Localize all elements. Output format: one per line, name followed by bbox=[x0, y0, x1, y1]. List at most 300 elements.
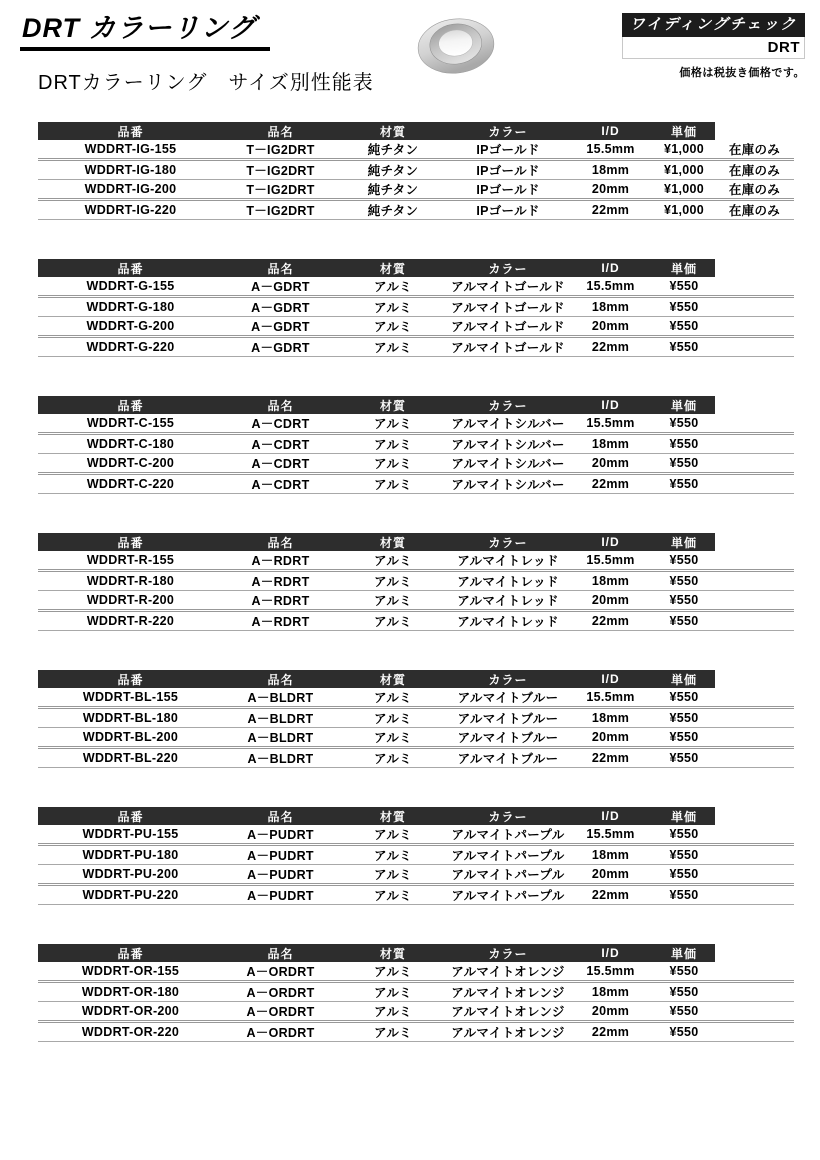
cell-note bbox=[715, 845, 794, 865]
cell-note bbox=[715, 825, 794, 845]
table-body bbox=[38, 277, 794, 357]
column-header: 品名 bbox=[223, 807, 338, 825]
badge-title: ワイディングチェック bbox=[622, 13, 805, 37]
cell-name: A－PUDRT bbox=[223, 865, 338, 885]
cell-part: WDDRT-G-220 bbox=[38, 337, 223, 357]
cell-color: アルマイトオレンジ bbox=[448, 962, 568, 982]
cell-color: アルマイトオレンジ bbox=[448, 1002, 568, 1022]
cell-part: WDDRT-PU-220 bbox=[38, 885, 223, 905]
cell-name: A－CDRT bbox=[223, 474, 338, 494]
cell-price: ¥550 bbox=[653, 297, 715, 317]
cell-material: アルミ bbox=[338, 728, 448, 748]
table-row bbox=[38, 611, 794, 631]
cell-part: WDDRT-OR-180 bbox=[38, 982, 223, 1002]
column-header: 単価 bbox=[653, 807, 715, 825]
column-header: カラー bbox=[448, 396, 568, 414]
column-header: 材質 bbox=[338, 122, 448, 140]
cell-part: WDDRT-G-180 bbox=[38, 297, 223, 317]
cell-note bbox=[715, 297, 794, 317]
cell-part: WDDRT-OR-220 bbox=[38, 1022, 223, 1042]
cell-price: ¥550 bbox=[653, 845, 715, 865]
cell-name: A－PUDRT bbox=[223, 825, 338, 845]
cell-color: アルマイトゴールド bbox=[448, 337, 568, 357]
cell-name: A－BLDRT bbox=[223, 688, 338, 708]
column-header: 単価 bbox=[653, 670, 715, 688]
cell-price: ¥550 bbox=[653, 474, 715, 494]
cell-id: 18mm bbox=[568, 434, 653, 454]
cell-color: アルマイトゴールド bbox=[448, 277, 568, 297]
table-row bbox=[38, 297, 794, 317]
cell-price: ¥1,000 bbox=[653, 180, 715, 200]
table-header-row bbox=[38, 944, 794, 962]
cell-price: ¥550 bbox=[653, 591, 715, 611]
column-header: カラー bbox=[448, 670, 568, 688]
cell-part: WDDRT-G-200 bbox=[38, 317, 223, 337]
size-spec-table bbox=[38, 807, 794, 905]
cell-part: WDDRT-R-180 bbox=[38, 571, 223, 591]
table-row bbox=[38, 688, 794, 708]
cell-material: アルミ bbox=[338, 1022, 448, 1042]
column-header: 品名 bbox=[223, 533, 338, 551]
column-header: 単価 bbox=[653, 122, 715, 140]
cell-part: WDDRT-R-155 bbox=[38, 551, 223, 571]
cell-part: WDDRT-R-200 bbox=[38, 591, 223, 611]
cell-material: アルミ bbox=[338, 337, 448, 357]
cell-name: A－CDRT bbox=[223, 454, 338, 474]
cell-material: アルミ bbox=[338, 1002, 448, 1022]
column-header-note bbox=[715, 944, 794, 962]
cell-note bbox=[715, 885, 794, 905]
table-row bbox=[38, 708, 794, 728]
cell-id: 15.5mm bbox=[568, 688, 653, 708]
cell-part: WDDRT-IG-155 bbox=[38, 140, 223, 160]
cell-name: A－ORDRT bbox=[223, 1002, 338, 1022]
column-header: カラー bbox=[448, 259, 568, 277]
cell-name: A－ORDRT bbox=[223, 982, 338, 1002]
column-header: 品名 bbox=[223, 396, 338, 414]
cell-note bbox=[715, 611, 794, 631]
cell-id: 15.5mm bbox=[568, 825, 653, 845]
table-body bbox=[38, 551, 794, 631]
table-header-row bbox=[38, 259, 794, 277]
table-row bbox=[38, 160, 794, 180]
cell-material: アルミ bbox=[338, 571, 448, 591]
size-spec-table bbox=[38, 122, 794, 220]
cell-color: アルマイトシルバー bbox=[448, 434, 568, 454]
cell-note bbox=[715, 748, 794, 768]
cell-note: 在庫のみ bbox=[715, 200, 794, 220]
cell-part: WDDRT-PU-155 bbox=[38, 825, 223, 845]
table-row bbox=[38, 140, 794, 160]
cell-name: A－GDRT bbox=[223, 317, 338, 337]
cell-note bbox=[715, 962, 794, 982]
table-row bbox=[38, 317, 794, 337]
cell-part: WDDRT-C-200 bbox=[38, 454, 223, 474]
cell-name: A－BLDRT bbox=[223, 728, 338, 748]
cell-name: A－GDRT bbox=[223, 337, 338, 357]
table-row bbox=[38, 1022, 794, 1042]
table-row bbox=[38, 962, 794, 982]
cell-id: 22mm bbox=[568, 748, 653, 768]
cell-name: T－IG2DRT bbox=[223, 200, 338, 220]
cell-id: 22mm bbox=[568, 337, 653, 357]
column-header: カラー bbox=[448, 807, 568, 825]
column-header-note bbox=[715, 396, 794, 414]
table-row bbox=[38, 748, 794, 768]
column-header-note bbox=[715, 807, 794, 825]
cell-material: アルミ bbox=[338, 591, 448, 611]
cell-name: A－GDRT bbox=[223, 297, 338, 317]
cell-price: ¥550 bbox=[653, 1002, 715, 1022]
cell-material: アルミ bbox=[338, 748, 448, 768]
cell-price: ¥1,000 bbox=[653, 140, 715, 160]
cell-price: ¥550 bbox=[653, 962, 715, 982]
column-header: 単価 bbox=[653, 259, 715, 277]
table-header-row bbox=[38, 670, 794, 688]
cell-part: WDDRT-PU-200 bbox=[38, 865, 223, 885]
cell-material: アルミ bbox=[338, 434, 448, 454]
cell-part: WDDRT-OR-155 bbox=[38, 962, 223, 982]
column-header: 品番 bbox=[38, 259, 223, 277]
column-header: 材質 bbox=[338, 396, 448, 414]
column-header: 材質 bbox=[338, 944, 448, 962]
cell-color: アルマイトブルー bbox=[448, 688, 568, 708]
cell-note bbox=[715, 434, 794, 454]
column-header: 品番 bbox=[38, 533, 223, 551]
cell-part: WDDRT-IG-220 bbox=[38, 200, 223, 220]
cell-name: T－IG2DRT bbox=[223, 180, 338, 200]
cell-color: アルマイトブルー bbox=[448, 708, 568, 728]
cell-name: A－PUDRT bbox=[223, 885, 338, 905]
table-row bbox=[38, 1002, 794, 1022]
column-header: 品名 bbox=[223, 259, 338, 277]
cell-material: 純チタン bbox=[338, 200, 448, 220]
cell-note: 在庫のみ bbox=[715, 160, 794, 180]
cell-color: アルマイトシルバー bbox=[448, 454, 568, 474]
table-row bbox=[38, 454, 794, 474]
cell-name: A－CDRT bbox=[223, 414, 338, 434]
column-header: 品名 bbox=[223, 122, 338, 140]
table-row bbox=[38, 337, 794, 357]
tables-container bbox=[38, 122, 794, 1081]
cell-name: A－RDRT bbox=[223, 551, 338, 571]
cell-note bbox=[715, 317, 794, 337]
cell-id: 15.5mm bbox=[568, 414, 653, 434]
cell-note bbox=[715, 728, 794, 748]
cell-price: ¥550 bbox=[653, 434, 715, 454]
cell-note bbox=[715, 277, 794, 297]
cell-price: ¥550 bbox=[653, 277, 715, 297]
cell-name: A－BLDRT bbox=[223, 748, 338, 768]
column-header-note bbox=[715, 533, 794, 551]
table-row bbox=[38, 825, 794, 845]
cell-name: A－RDRT bbox=[223, 591, 338, 611]
cell-color: アルマイトブルー bbox=[448, 728, 568, 748]
column-header: 材質 bbox=[338, 259, 448, 277]
cell-material: アルミ bbox=[338, 474, 448, 494]
column-header: 品番 bbox=[38, 944, 223, 962]
cell-color: アルマイトパープル bbox=[448, 845, 568, 865]
cell-id: 18mm bbox=[568, 982, 653, 1002]
cell-id: 22mm bbox=[568, 1022, 653, 1042]
table-body bbox=[38, 688, 794, 768]
cell-part: WDDRT-BL-200 bbox=[38, 728, 223, 748]
table-row bbox=[38, 414, 794, 434]
table-row bbox=[38, 728, 794, 748]
cell-color: アルマイトレッド bbox=[448, 591, 568, 611]
cell-note bbox=[715, 551, 794, 571]
cell-price: ¥550 bbox=[653, 885, 715, 905]
cell-material: アルミ bbox=[338, 885, 448, 905]
cell-price: ¥1,000 bbox=[653, 200, 715, 220]
cell-color: アルマイトレッド bbox=[448, 551, 568, 571]
cell-part: WDDRT-G-155 bbox=[38, 277, 223, 297]
cell-price: ¥550 bbox=[653, 748, 715, 768]
cell-id: 18mm bbox=[568, 708, 653, 728]
cell-price: ¥550 bbox=[653, 571, 715, 591]
table-header-row bbox=[38, 533, 794, 551]
cell-id: 15.5mm bbox=[568, 962, 653, 982]
cell-color: IPゴールド bbox=[448, 200, 568, 220]
column-header: 品番 bbox=[38, 807, 223, 825]
size-spec-table bbox=[38, 259, 794, 357]
cell-color: アルマイトオレンジ bbox=[448, 982, 568, 1002]
cell-color: アルマイトパープル bbox=[448, 825, 568, 845]
table-row bbox=[38, 982, 794, 1002]
color-ring-photo-icon bbox=[414, 12, 498, 85]
size-spec-table bbox=[38, 670, 794, 768]
column-header: 材質 bbox=[338, 533, 448, 551]
cell-note bbox=[715, 474, 794, 494]
size-spec-table bbox=[38, 533, 794, 631]
cell-price: ¥550 bbox=[653, 611, 715, 631]
column-header: カラー bbox=[448, 944, 568, 962]
cell-name: A－ORDRT bbox=[223, 962, 338, 982]
cell-id: 22mm bbox=[568, 474, 653, 494]
table-row bbox=[38, 434, 794, 454]
column-header-note bbox=[715, 122, 794, 140]
column-header: 材質 bbox=[338, 670, 448, 688]
size-spec-table bbox=[38, 944, 794, 1042]
cell-material: アルミ bbox=[338, 688, 448, 708]
cell-id: 20mm bbox=[568, 454, 653, 474]
cell-material: アルミ bbox=[338, 297, 448, 317]
cell-note bbox=[715, 982, 794, 1002]
cell-material: アルミ bbox=[338, 414, 448, 434]
cell-part: WDDRT-PU-180 bbox=[38, 845, 223, 865]
cell-material: アルミ bbox=[338, 611, 448, 631]
cell-color: IPゴールド bbox=[448, 160, 568, 180]
cell-material: 純チタン bbox=[338, 140, 448, 160]
cell-name: A－ORDRT bbox=[223, 1022, 338, 1042]
cell-color: IPゴールド bbox=[448, 140, 568, 160]
column-header: 単価 bbox=[653, 944, 715, 962]
cell-price: ¥550 bbox=[653, 414, 715, 434]
table-row bbox=[38, 845, 794, 865]
cell-note bbox=[715, 688, 794, 708]
column-header: I/D bbox=[568, 122, 653, 140]
cell-part: WDDRT-C-155 bbox=[38, 414, 223, 434]
cell-name: T－IG2DRT bbox=[223, 160, 338, 180]
cell-material: アルミ bbox=[338, 825, 448, 845]
column-header: I/D bbox=[568, 396, 653, 414]
cell-note bbox=[715, 1022, 794, 1042]
table-row bbox=[38, 865, 794, 885]
tax-note: 価格は税抜き価格です。 bbox=[679, 67, 805, 79]
cell-color: アルマイトレッド bbox=[448, 611, 568, 631]
cell-color: アルマイトレッド bbox=[448, 571, 568, 591]
cell-note bbox=[715, 571, 794, 591]
cell-id: 18mm bbox=[568, 160, 653, 180]
column-header: 単価 bbox=[653, 533, 715, 551]
cell-color: アルマイトシルバー bbox=[448, 414, 568, 434]
cell-material: アルミ bbox=[338, 962, 448, 982]
cell-material: アルミ bbox=[338, 551, 448, 571]
cell-id: 22mm bbox=[568, 200, 653, 220]
column-header: 品番 bbox=[38, 396, 223, 414]
cell-price: ¥550 bbox=[653, 688, 715, 708]
cell-id: 20mm bbox=[568, 1002, 653, 1022]
cell-id: 20mm bbox=[568, 591, 653, 611]
page-subtitle: DRTカラーリング サイズ別性能表 bbox=[38, 72, 374, 94]
cell-color: IPゴールド bbox=[448, 180, 568, 200]
cell-part: WDDRT-IG-180 bbox=[38, 160, 223, 180]
column-header: I/D bbox=[568, 533, 653, 551]
cell-id: 20mm bbox=[568, 865, 653, 885]
cell-id: 18mm bbox=[568, 845, 653, 865]
table-row bbox=[38, 200, 794, 220]
table-row bbox=[38, 591, 794, 611]
cell-price: ¥550 bbox=[653, 1022, 715, 1042]
column-header-note bbox=[715, 670, 794, 688]
badge-brand-label: DRT bbox=[622, 37, 805, 59]
cell-id: 18mm bbox=[568, 571, 653, 591]
cell-id: 20mm bbox=[568, 317, 653, 337]
cell-note bbox=[715, 591, 794, 611]
table-row bbox=[38, 885, 794, 905]
table-row bbox=[38, 571, 794, 591]
table-header-row bbox=[38, 122, 794, 140]
cell-price: ¥550 bbox=[653, 551, 715, 571]
table-body bbox=[38, 414, 794, 494]
cell-color: アルマイトシルバー bbox=[448, 474, 568, 494]
cell-note bbox=[715, 1002, 794, 1022]
cell-note bbox=[715, 414, 794, 434]
table-header-row bbox=[38, 396, 794, 414]
cell-material: アルミ bbox=[338, 865, 448, 885]
table-row bbox=[38, 180, 794, 200]
cell-note: 在庫のみ bbox=[715, 140, 794, 160]
cell-part: WDDRT-BL-180 bbox=[38, 708, 223, 728]
cell-id: 22mm bbox=[568, 885, 653, 905]
cell-id: 15.5mm bbox=[568, 551, 653, 571]
cell-note bbox=[715, 454, 794, 474]
cell-name: A－PUDRT bbox=[223, 845, 338, 865]
cell-price: ¥550 bbox=[653, 728, 715, 748]
cell-id: 20mm bbox=[568, 180, 653, 200]
column-header-note bbox=[715, 259, 794, 277]
column-header: 品名 bbox=[223, 670, 338, 688]
cell-price: ¥550 bbox=[653, 337, 715, 357]
cell-part: WDDRT-C-220 bbox=[38, 474, 223, 494]
table-body bbox=[38, 140, 794, 220]
cell-part: WDDRT-C-180 bbox=[38, 434, 223, 454]
cell-price: ¥550 bbox=[653, 317, 715, 337]
column-header: 品名 bbox=[223, 944, 338, 962]
table-header-row bbox=[38, 807, 794, 825]
column-header: 単価 bbox=[653, 396, 715, 414]
cell-material: 純チタン bbox=[338, 160, 448, 180]
cell-name: A－RDRT bbox=[223, 611, 338, 631]
cell-id: 15.5mm bbox=[568, 140, 653, 160]
cell-name: A－BLDRT bbox=[223, 708, 338, 728]
table-row bbox=[38, 277, 794, 297]
cell-note: 在庫のみ bbox=[715, 180, 794, 200]
cell-material: アルミ bbox=[338, 317, 448, 337]
column-header: I/D bbox=[568, 807, 653, 825]
cell-color: アルマイトブルー bbox=[448, 748, 568, 768]
cell-id: 22mm bbox=[568, 611, 653, 631]
cell-color: アルマイトゴールド bbox=[448, 317, 568, 337]
size-spec-table bbox=[38, 396, 794, 494]
column-header: カラー bbox=[448, 533, 568, 551]
cell-price: ¥1,000 bbox=[653, 160, 715, 180]
cell-name: A－GDRT bbox=[223, 277, 338, 297]
cell-color: アルマイトゴールド bbox=[448, 297, 568, 317]
brand-badge bbox=[622, 13, 805, 59]
cell-id: 20mm bbox=[568, 728, 653, 748]
cell-id: 15.5mm bbox=[568, 277, 653, 297]
column-header: 品番 bbox=[38, 122, 223, 140]
cell-name: A－CDRT bbox=[223, 434, 338, 454]
table-row bbox=[38, 551, 794, 571]
cell-color: アルマイトオレンジ bbox=[448, 1022, 568, 1042]
cell-material: アルミ bbox=[338, 454, 448, 474]
cell-part: WDDRT-R-220 bbox=[38, 611, 223, 631]
column-header: I/D bbox=[568, 944, 653, 962]
table-row bbox=[38, 474, 794, 494]
cell-material: アルミ bbox=[338, 277, 448, 297]
cell-material: アルミ bbox=[338, 845, 448, 865]
cell-material: アルミ bbox=[338, 708, 448, 728]
column-header: 品番 bbox=[38, 670, 223, 688]
page-title: DRT カラーリング bbox=[20, 12, 270, 51]
cell-price: ¥550 bbox=[653, 708, 715, 728]
column-header: I/D bbox=[568, 670, 653, 688]
cell-part: WDDRT-IG-200 bbox=[38, 180, 223, 200]
column-header: カラー bbox=[448, 122, 568, 140]
cell-note bbox=[715, 337, 794, 357]
cell-name: T－IG2DRT bbox=[223, 140, 338, 160]
cell-color: アルマイトパープル bbox=[448, 885, 568, 905]
cell-price: ¥550 bbox=[653, 454, 715, 474]
cell-material: アルミ bbox=[338, 982, 448, 1002]
column-header: 材質 bbox=[338, 807, 448, 825]
cell-material: 純チタン bbox=[338, 180, 448, 200]
cell-price: ¥550 bbox=[653, 982, 715, 1002]
cell-price: ¥550 bbox=[653, 825, 715, 845]
cell-part: WDDRT-OR-200 bbox=[38, 1002, 223, 1022]
cell-id: 18mm bbox=[568, 297, 653, 317]
cell-note bbox=[715, 708, 794, 728]
cell-note bbox=[715, 865, 794, 885]
cell-price: ¥550 bbox=[653, 865, 715, 885]
cell-color: アルマイトパープル bbox=[448, 865, 568, 885]
cell-part: WDDRT-BL-155 bbox=[38, 688, 223, 708]
table-body bbox=[38, 962, 794, 1042]
table-body bbox=[38, 825, 794, 905]
column-header: I/D bbox=[568, 259, 653, 277]
